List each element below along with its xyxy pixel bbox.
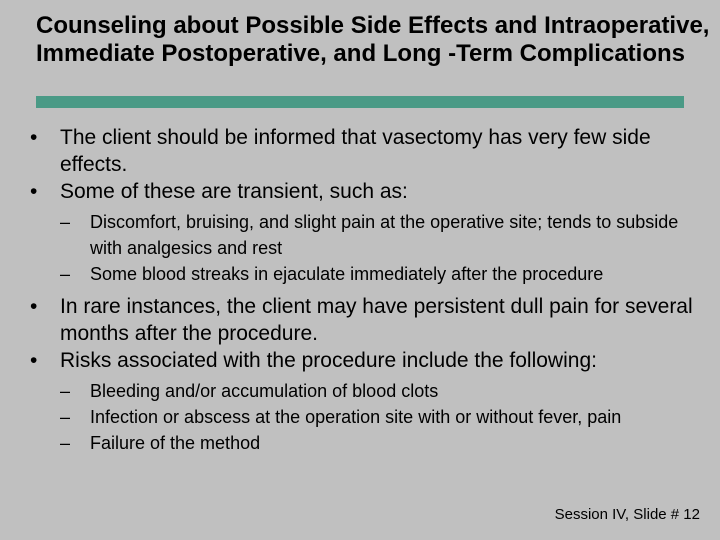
bullet-list (30, 124, 710, 462)
sub-bullet-item: – Some blood streaks in ejaculate immediately after the procedure (30, 261, 710, 287)
sub-bullet-item: – Bleeding and/or accumulation of blood clots (30, 378, 710, 404)
sub-bullet-item: – Discomfort, bruising, and slight pain at the operative site; tends to subside with analgesics and rest (30, 209, 710, 261)
sub-bullet-group (30, 378, 710, 456)
slide-title: Counseling about Possible Side Effects and Intraoperative, Immediate Postoperative, and Long -Term Complications (36, 12, 710, 67)
title-underline-bar (36, 96, 684, 108)
sub-bullet-item: – Failure of the method (30, 430, 710, 456)
bullet-item: • In rare instances, the client may have persistent dull pain for several months after the procedure. (30, 293, 710, 347)
bullet-item: • Some of these are transient, such as: (30, 178, 710, 205)
sub-bullet-item: – Infection or abscess at the operation site with or without fever, pain (30, 404, 710, 430)
bullet-item: • Risks associated with the procedure include the following: (30, 347, 710, 374)
bullet-item: • The client should be informed that vasectomy has very few side effects. (30, 124, 710, 178)
slide-number: Session IV, Slide # 12 (554, 506, 700, 523)
sub-bullet-group (30, 209, 710, 287)
